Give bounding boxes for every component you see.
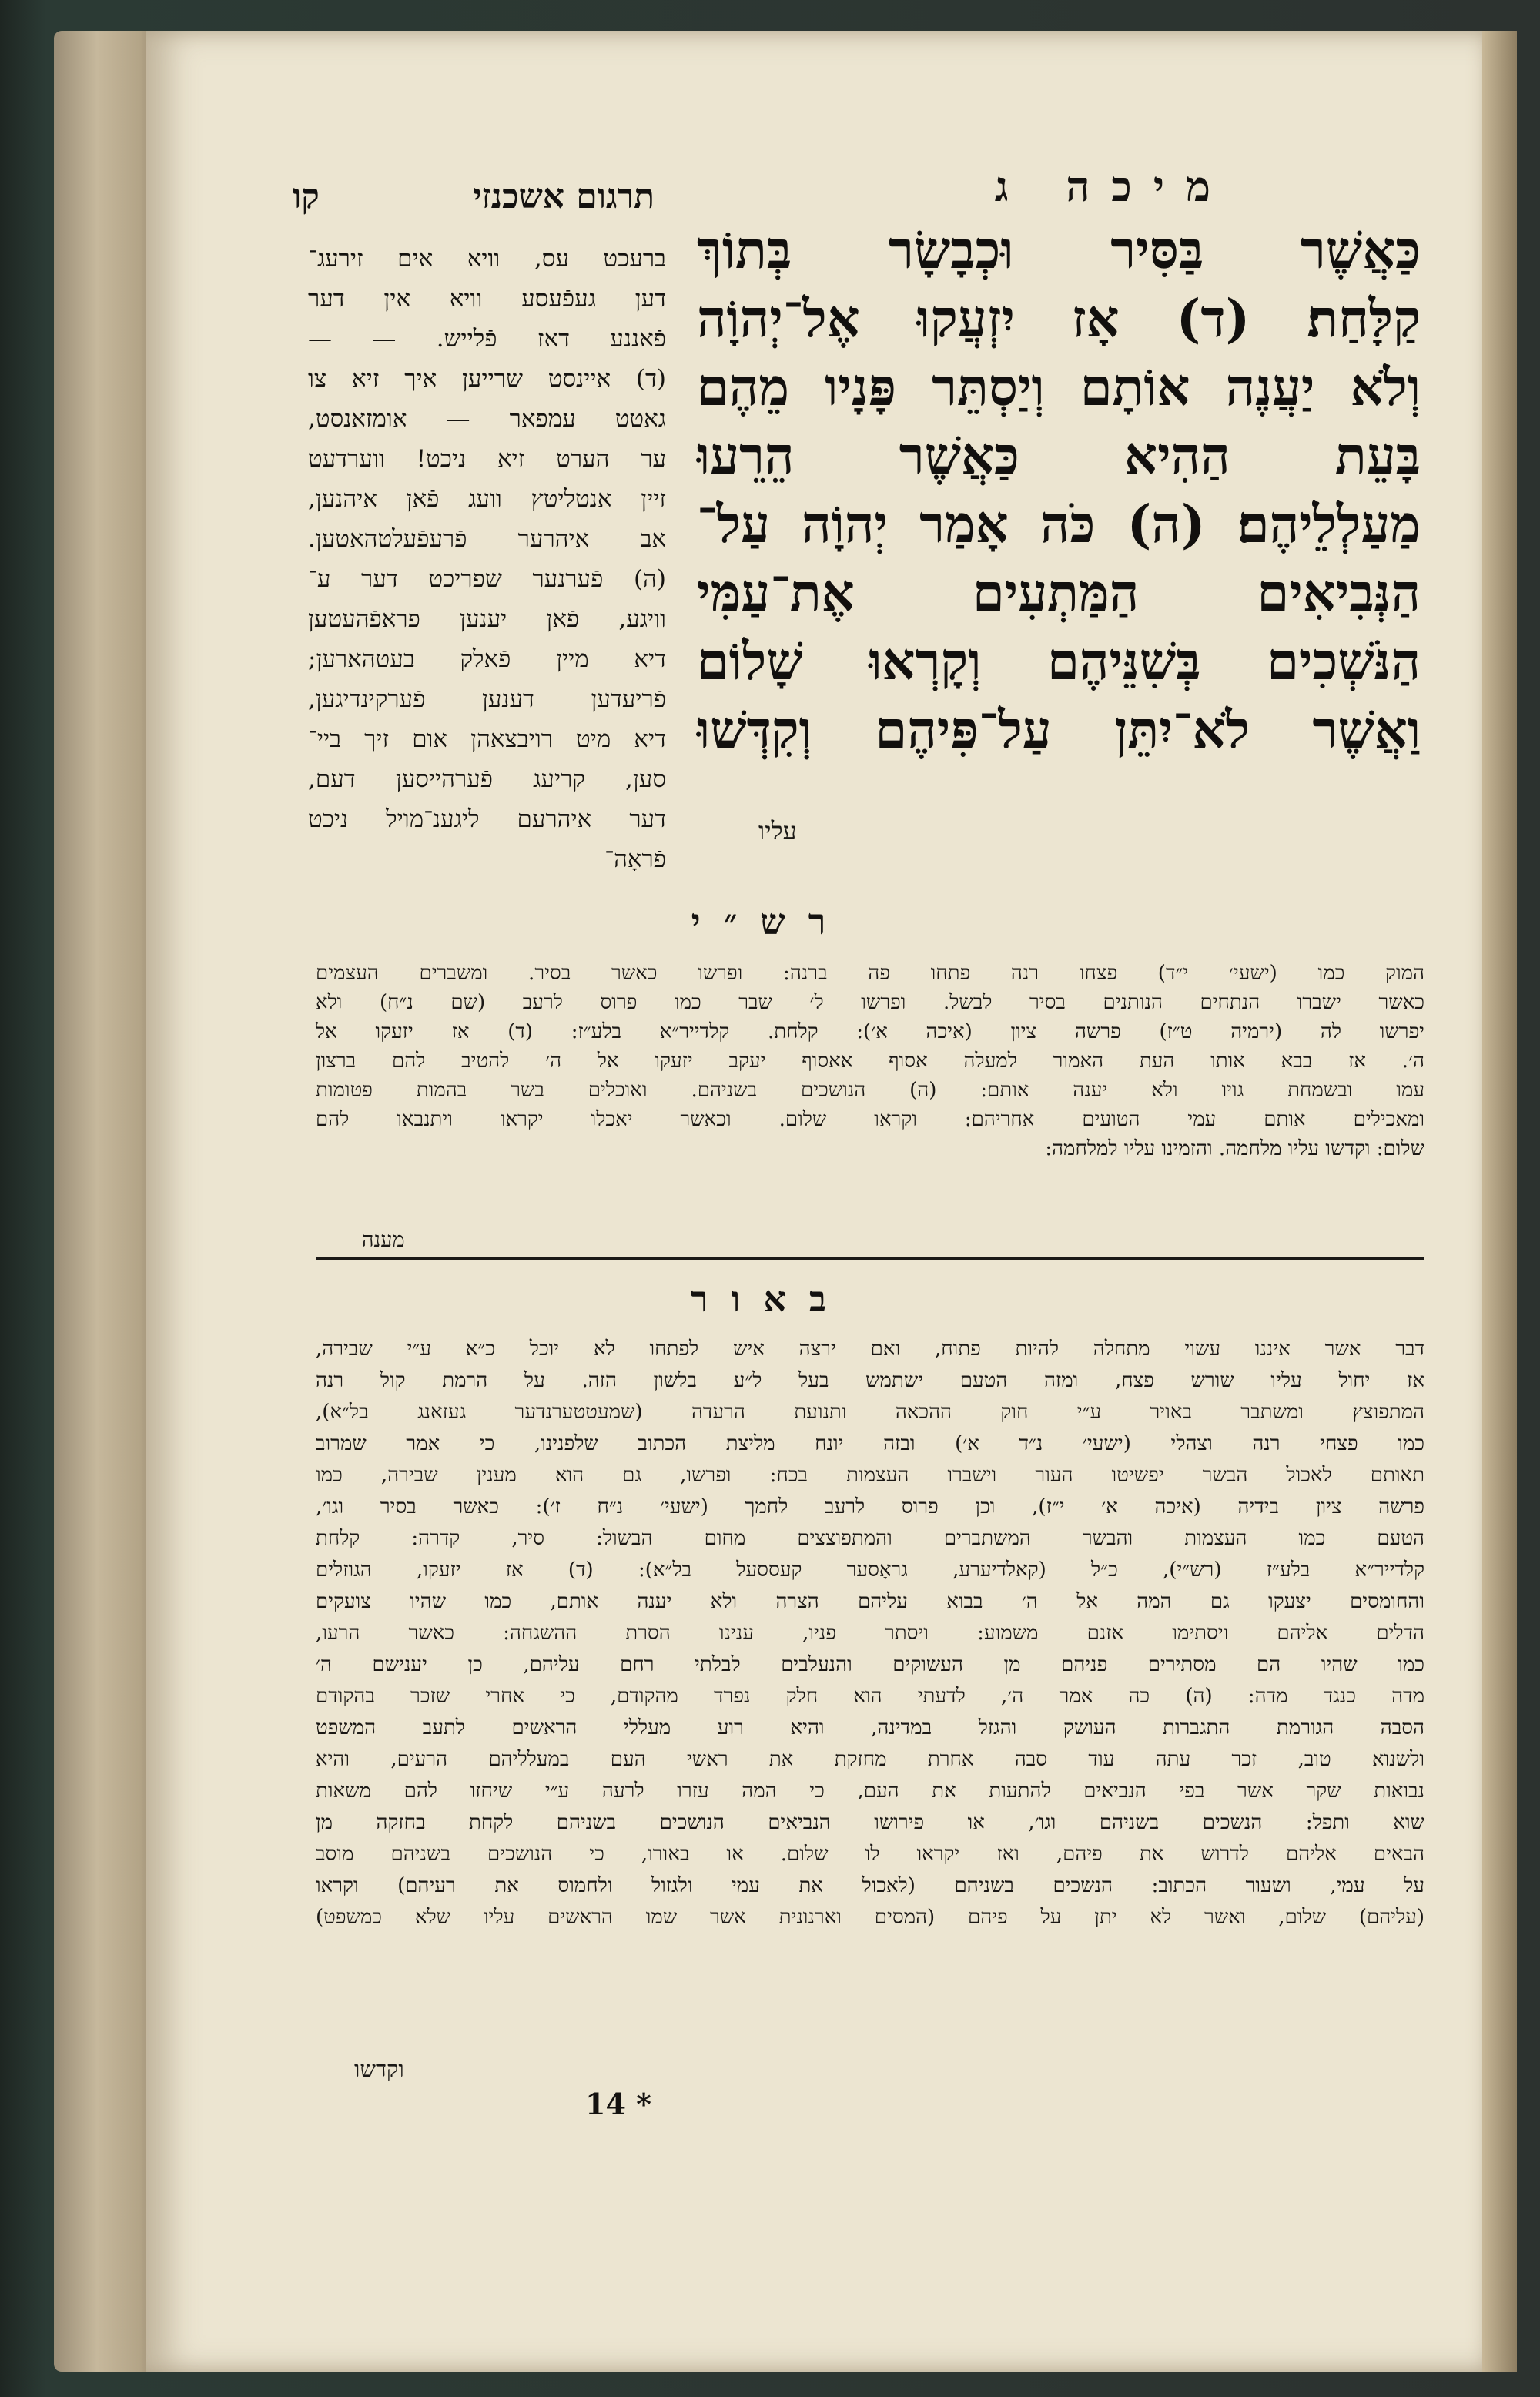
biur-heading: באור [690, 1278, 850, 1320]
rashi-line: כאשר ישברו הנתחים הנותנים בסיר לבשל. ופרשו ל׳ שבר כמו פרוס לרעב (שם נ״ח) ולא [316, 991, 1424, 1014]
rashi-line: שלום: וקדשו עליו מלחמה. והזמינו עליו למלחמה: [1045, 1137, 1424, 1160]
scripture-line: וְלֹא יַעֲנֶה אוֹתָם וְיַסְתֵּר פָּנָיו מֵהֶם [697, 357, 1421, 417]
translation-line: פֿריעדען דענען פֿערקינדיגען, [308, 685, 666, 713]
scripture-line: קַלָּחַת׃ (ד) אָז יִזְעֲקוּ אֶל־יְהוָֹה [697, 288, 1421, 349]
biur-commentary [316, 1334, 1424, 1933]
translation-line: ברעכט עס, וויא אים זירעג־ [308, 245, 666, 273]
biur-line: כמו פצחי רנה וצהלי (ישעי׳ נ״ד א׳) ובזה יונח מליצת הכתוב שלפנינו, כי אמר שמרוב [316, 1432, 1424, 1455]
biur-line: תאותם לאכול הבשר יפשיטו העור וישברו העצמות בכח: ופרשו, גם הוא מענין שבירה, כמו [316, 1464, 1424, 1487]
biur-line: קלדייר״א בלע״ז (רש״י), כ״ל (קאלדיערע, גראָסער קעססעל בל״א): (ד) אז יזעקו, הגוזלים [316, 1558, 1424, 1582]
page-number: 14 * [585, 2087, 651, 2121]
biur-line: הטעם כמו העצמות והבשר המשתברים והמתפוצצים מחום הבשול: סיר, קדרה: קלחת [316, 1527, 1424, 1550]
biur-line: (עליהם) שלום, ואשר לא יתן על פיהם (המסים וארנונית אשר שמו הראשים עליו שלא כמשפט) [316, 1906, 1424, 1929]
translation-line: סען, קריעג פֿערהייסען דעם, [308, 765, 666, 793]
translation-line: וויגע, פֿאן יענען פראפֿהעטען [308, 605, 666, 633]
scripture-line: הַנֹּשְׁכִים בְּשִׁנֵּיהֶם וְקָרְאוּ שָׁלוֹם [697, 631, 1421, 691]
biur-line: דבר אשר איננו עשוי מתחלה להיות פתוח, ואם ירצה איש לפתחו לא יוכל כ״א ע״י שבירה, [316, 1337, 1424, 1361]
translation-title: תרגום אשכנזי [472, 177, 654, 216]
biur-catchword: וקדשו [354, 2056, 404, 2082]
translation-line: (ה) פֿערנער שפריכט דער ע־ [308, 565, 666, 593]
translation-line: דער איהרעם ליגענ־מויל ניכט [308, 805, 666, 833]
biur-line: הבאים אליהם לדרוש את פיהם, ואז יקראו לו שלום. או באורו, כי הנושכים בשניהם מוסב [316, 1843, 1424, 1866]
rashi-line: ה׳. אז בבא אותו העת האמור למעלה אסוף אאסוף יעקב יזעקו אל ה׳ להטיב להם ברצון [316, 1050, 1424, 1073]
translation-line: אב איהרער פֿרעפֿעלטהאטען. [308, 525, 666, 553]
scripture-text [697, 216, 1421, 764]
scripture-line: הַנְּבִיאִים הַמַּתְעִים אֶת־עַמִּי [697, 562, 1421, 623]
translation-line: ער הערט זיא ניכט! ווערדעט [308, 445, 666, 473]
biur-line: המתפוצץ ומשתבר באויר ע״י חוק ההכאה ותנועת הרעדה (שמעטטערנדער געזאנג בל״א), [316, 1401, 1424, 1424]
translation-line: פֿאננע דאז פֿלייש. — — [308, 325, 666, 353]
rashi-line: יפרשו לה (ירמיה ט״ז) פרשה ציון (איכה א׳): קלחת. קלדייר״א בלע״ז: (ד) אז יזעקו אל [316, 1020, 1424, 1043]
biur-line: שוא ותפל: הנשכים בשניהם וגו׳, או פירושו הנביאים הנושכים בשניהם לקחת בחזקה מן [316, 1811, 1424, 1834]
section-divider [316, 1257, 1424, 1260]
biur-line: על עמי, ושעור הכתוב: הנשכים בשניהם (לאכול את עמי ולגזול ולחמוס את רעיהם) וקראו [316, 1874, 1424, 1897]
biur-line: הסבה הגורמת התגברות העושק והגזל במדינה, והיא רוע מעללי הראשים לתעב המשפט [316, 1716, 1424, 1739]
rashi-line: ומאכילים אותם עמי הטועים אחריהם: וקראו שלום. וכאשר יאכלו יקראו ויתנבאו להם [316, 1108, 1424, 1131]
rashi-commentary [316, 959, 1424, 1163]
scripture-line: בָּעֵת הַהִיא כַּאֲשֶׁר הֵרֵעוּ [697, 425, 1421, 486]
rashi-heading: רש״י [691, 901, 849, 942]
biur-line: הדלים אליהם ויסתימו אזנם משמוע: ויסתר פניו, ענינו הסרת ההשגחה: כאשר הרעו, [316, 1622, 1424, 1645]
scripture-line: כַּאֲשֶׁר בַּסִּיר וּכְבָשָׂר בְּתוֹךְ [697, 219, 1421, 280]
biur-line: פרשה ציון בידיה (איכה א׳ י״ז), וכן פרוס לרעב לחמך (ישעי׳ נ״ח ז׳): כאשר בסיר וגו׳, [316, 1495, 1424, 1518]
translation-line: (ד) איינסט שרייען איך זיא צו [308, 365, 666, 393]
yiddish-translation [308, 239, 666, 879]
rashi-line: עמו ובשמחת גויו ולא יענה אותם: (ה) הנושכים בשניהם. ואוכלים בשר בהמות פטומות [316, 1079, 1424, 1102]
scripture-line: מַעַלְלֵיהֶם׃ (ה) כֹּה אָמַר יְהוָֹה עַל־ [697, 494, 1421, 554]
biur-line: ולשנוא טוב, זכר עתה עוד סבה אחרת מחזקת את ראשי העם במעלליהם הרעים, והיא [316, 1748, 1424, 1771]
rashi-catchword: מענה [362, 1228, 405, 1252]
hebrew-page-number: קו [293, 177, 320, 216]
translation-line: דיא מיין פֿאלק בעטהארען; [308, 645, 666, 673]
biur-line: נבואות שקר אשר בפי הנביאים להתעות את העם, כי המה עזרו לרעה ע״י שיחזו להם משאות [316, 1779, 1424, 1803]
translation-line: זיין אנטליטץ וועג פֿאן איהנען, [308, 485, 666, 513]
rashi-line: המוק כמו (ישעי׳ י״ד) פצחו רנה פתחו פה ברנה: ופרשו כאשר בסיר. ומשברים העצמים [316, 962, 1424, 985]
translation-line: פֿראָה־ [604, 845, 666, 873]
biur-line: מדה כנגד מדה: (ה) כה אמר ה׳, לדעתי הוא חלק נפרד מהקודם, כי אחרי שזכר בהקודם [316, 1685, 1424, 1708]
translation-line: דיא מיט רויבצאהן אום זיך ביי־ [308, 725, 666, 753]
running-head-book: מיכה ג [994, 162, 1232, 211]
biur-line: אז יחול עליו שורש פצח, ומזה הטעם ישתמש בעל ל״ע בלשון הזה. על הרמת קול רנה [316, 1369, 1424, 1392]
translation-line: גאטט עמפאר — אומזאנסט, [308, 405, 666, 433]
scripture-line: וַאֲשֶׁר לֹא־יִתֵּן עַל־פִּיהֶם וְקִדְּשׁוּ [697, 699, 1421, 760]
running-head-translation [293, 177, 654, 216]
book-edge [54, 31, 162, 2372]
page-fore-edge [1482, 31, 1517, 2372]
biur-line: כמו שהיו הם מסתירים פניהם מן העשוקים והנעלבים לבלתי רחם עליהם, כן יענישם ה׳ [316, 1653, 1424, 1676]
translation-line: דען געפֿעסע וויא אין דער [308, 285, 666, 313]
biur-line: והחומסים יצעקו גם המה אל ה׳ בבוא עליהם הצרה ולא יענה אותם, כמו שהיו צועקים [316, 1590, 1424, 1613]
scripture-catchword: עליו [758, 816, 797, 845]
